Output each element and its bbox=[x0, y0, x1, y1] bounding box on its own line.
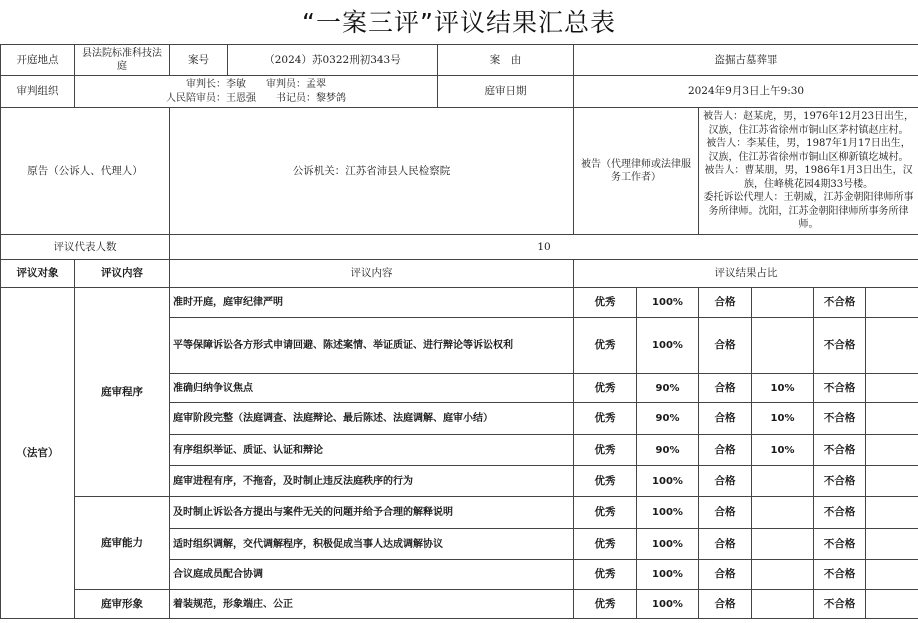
rating-value-fail bbox=[866, 288, 918, 318]
rating-value-pass: 10% bbox=[752, 435, 814, 466]
rating-value-excellent: 100% bbox=[637, 529, 699, 560]
rating-value-fail bbox=[866, 318, 918, 374]
tribunal-line-2: 人民陪审员：王恩强 书记员：黎梦鸽 bbox=[166, 92, 346, 104]
rating-label-excellent: 优秀 bbox=[574, 497, 637, 529]
eval-content-header: 评议内容 bbox=[170, 260, 574, 288]
eval-object-header: 评议对象 bbox=[1, 260, 75, 288]
tribunal-line-1: 审判长：李敏 审判员：孟翠 bbox=[186, 79, 326, 90]
rating-value-excellent: 100% bbox=[637, 466, 699, 497]
rating-label-fail: 不合格 bbox=[814, 529, 866, 560]
eval-header-row bbox=[1, 260, 918, 288]
rating-label-pass: 合格 bbox=[699, 288, 752, 318]
rating-label-pass: 合格 bbox=[699, 435, 752, 466]
venue-label: 开庭地点 bbox=[1, 45, 75, 76]
item-text: 准时开庭，庭审纪律严明 bbox=[170, 288, 574, 318]
rating-value-pass bbox=[752, 529, 814, 560]
category-cell: 庭审形象 bbox=[75, 590, 170, 619]
rating-value-excellent: 100% bbox=[637, 497, 699, 529]
rating-label-pass: 合格 bbox=[699, 560, 752, 590]
table-row bbox=[1, 497, 918, 529]
rating-label-fail: 不合格 bbox=[814, 403, 866, 435]
plaintiff-value: 公诉机关：江苏省沛县人民检察院 bbox=[170, 108, 574, 235]
defendant-label: 被告（代理律师或法律服务工作者） bbox=[574, 108, 699, 235]
plaintiff-label: 原告（公诉人、代理人） bbox=[1, 108, 170, 235]
rating-value-fail bbox=[866, 590, 918, 619]
rating-label-fail: 不合格 bbox=[814, 497, 866, 529]
item-text: 有序组织举证、质证、认证和辩论 bbox=[170, 435, 574, 466]
defendant-list bbox=[699, 108, 918, 235]
item-text: 合议庭成员配合协调 bbox=[170, 560, 574, 590]
item-text: 及时制止诉讼各方提出与案件无关的问题并给予合理的解释说明 bbox=[170, 497, 574, 529]
rating-value-excellent: 90% bbox=[637, 374, 699, 403]
table-row bbox=[1, 288, 918, 318]
header-row-reps bbox=[1, 235, 918, 260]
rating-label-pass: 合格 bbox=[699, 374, 752, 403]
header-row-venue bbox=[1, 45, 918, 76]
rating-label-excellent: 优秀 bbox=[574, 374, 637, 403]
cause-value: 盗掘古墓葬罪 bbox=[574, 45, 918, 76]
category-cell: 庭审程序 bbox=[75, 288, 170, 497]
rating-label-pass: 合格 bbox=[699, 403, 752, 435]
rating-label-fail: 不合格 bbox=[814, 466, 866, 497]
rating-label-excellent: 优秀 bbox=[574, 590, 637, 619]
eval-object-judge: （法官） bbox=[1, 288, 75, 619]
trial-date-label: 庭审日期 bbox=[438, 76, 574, 108]
rating-label-fail: 不合格 bbox=[814, 590, 866, 619]
rating-label-excellent: 优秀 bbox=[574, 435, 637, 466]
rating-label-pass: 合格 bbox=[699, 497, 752, 529]
rating-label-excellent: 优秀 bbox=[574, 466, 637, 497]
rating-label-pass: 合格 bbox=[699, 529, 752, 560]
item-text: 庭审阶段完整（法庭调查、法庭辩论、最后陈述、法庭调解、庭审小结） bbox=[170, 403, 574, 435]
category-cell: 庭审能力 bbox=[75, 497, 170, 590]
rating-value-excellent: 90% bbox=[637, 403, 699, 435]
rating-label-excellent: 优秀 bbox=[574, 318, 637, 374]
rating-label-fail: 不合格 bbox=[814, 288, 866, 318]
rating-value-fail bbox=[866, 497, 918, 529]
rating-value-excellent: 100% bbox=[637, 288, 699, 318]
rating-value-excellent: 100% bbox=[637, 590, 699, 619]
defendant-entry: 委托诉讼代理人：王朝威，江苏金朝阳律师所事务所律师。沈阳，江苏金朝阳律师所事务所律师。 bbox=[703, 192, 914, 231]
item-text: 平等保障诉讼各方形式申请回避、陈述案情、举证质证、进行辩论等诉讼权利 bbox=[170, 318, 574, 374]
rating-value-pass bbox=[752, 560, 814, 590]
reps-value: 10 bbox=[170, 235, 918, 260]
item-text: 适时组织调解，交代调解程序，积极促成当事人达成调解协议 bbox=[170, 529, 574, 560]
rating-value-pass bbox=[752, 318, 814, 374]
rating-value-pass bbox=[752, 497, 814, 529]
rating-label-fail: 不合格 bbox=[814, 435, 866, 466]
defendant-entry: 被告人：李某佳，男，1987年1月17日出生，汉族，住江苏省徐州市铜山区柳新镇圪城村。 bbox=[706, 138, 911, 163]
reps-label: 评议代表人数 bbox=[1, 235, 170, 260]
cause-label: 案 由 bbox=[438, 45, 574, 76]
item-text: 庭审进程有序，不拖沓，及时制止违反法庭秩序的行为 bbox=[170, 466, 574, 497]
rating-label-fail: 不合格 bbox=[814, 318, 866, 374]
rating-value-fail bbox=[866, 374, 918, 403]
rating-label-excellent: 优秀 bbox=[574, 529, 637, 560]
rating-value-fail bbox=[866, 403, 918, 435]
header-row-tribunal bbox=[1, 76, 918, 108]
table-row bbox=[1, 590, 918, 619]
case-no-value: （2024）苏0322刑初343号 bbox=[228, 45, 438, 76]
defendant-entry: 被告人：赵某虎，男，1976年12月23日出生，汉族，住江苏省徐州市铜山区茅村镇赵庄村。 bbox=[703, 111, 914, 136]
page-title: “一案三评”评议结果汇总表 bbox=[302, 8, 616, 37]
rating-label-fail: 不合格 bbox=[814, 374, 866, 403]
rating-value-pass: 10% bbox=[752, 374, 814, 403]
rating-value-pass bbox=[752, 288, 814, 318]
rating-value-pass: 10% bbox=[752, 403, 814, 435]
trial-date-value: 2024年9月3日上午9:30 bbox=[574, 76, 918, 108]
rating-value-excellent: 100% bbox=[637, 560, 699, 590]
rating-value-fail bbox=[866, 435, 918, 466]
rating-value-fail bbox=[866, 529, 918, 560]
header-row-parties bbox=[1, 108, 918, 235]
defendant-entry: 被告人：曹某朋，男，1986年1月3日出生，汉族，住峰桃花园4期33号楼。 bbox=[704, 165, 913, 190]
rating-label-excellent: 优秀 bbox=[574, 288, 637, 318]
rating-value-fail bbox=[866, 560, 918, 590]
rating-label-pass: 合格 bbox=[699, 466, 752, 497]
rating-label-fail: 不合格 bbox=[814, 560, 866, 590]
venue-value: 县法院标准科技法庭 bbox=[75, 45, 170, 76]
item-text: 着装规范，形象端庄、公正 bbox=[170, 590, 574, 619]
rating-label-pass: 合格 bbox=[699, 590, 752, 619]
eval-category-header: 评议内容 bbox=[75, 260, 170, 288]
item-text: 准确归纳争议焦点 bbox=[170, 374, 574, 403]
tribunal-label: 审判组织 bbox=[1, 76, 75, 108]
rating-value-excellent: 90% bbox=[637, 435, 699, 466]
rating-label-excellent: 优秀 bbox=[574, 560, 637, 590]
rating-label-excellent: 优秀 bbox=[574, 403, 637, 435]
rating-value-fail bbox=[866, 466, 918, 497]
rating-label-pass: 合格 bbox=[699, 318, 752, 374]
rating-value-excellent: 100% bbox=[637, 318, 699, 374]
rating-value-pass bbox=[752, 466, 814, 497]
rating-value-pass bbox=[752, 590, 814, 619]
summary-table bbox=[0, 44, 918, 619]
eval-result-header: 评议结果占比 bbox=[574, 260, 918, 288]
case-no-label: 案号 bbox=[170, 45, 228, 76]
tribunal-members bbox=[75, 76, 438, 108]
